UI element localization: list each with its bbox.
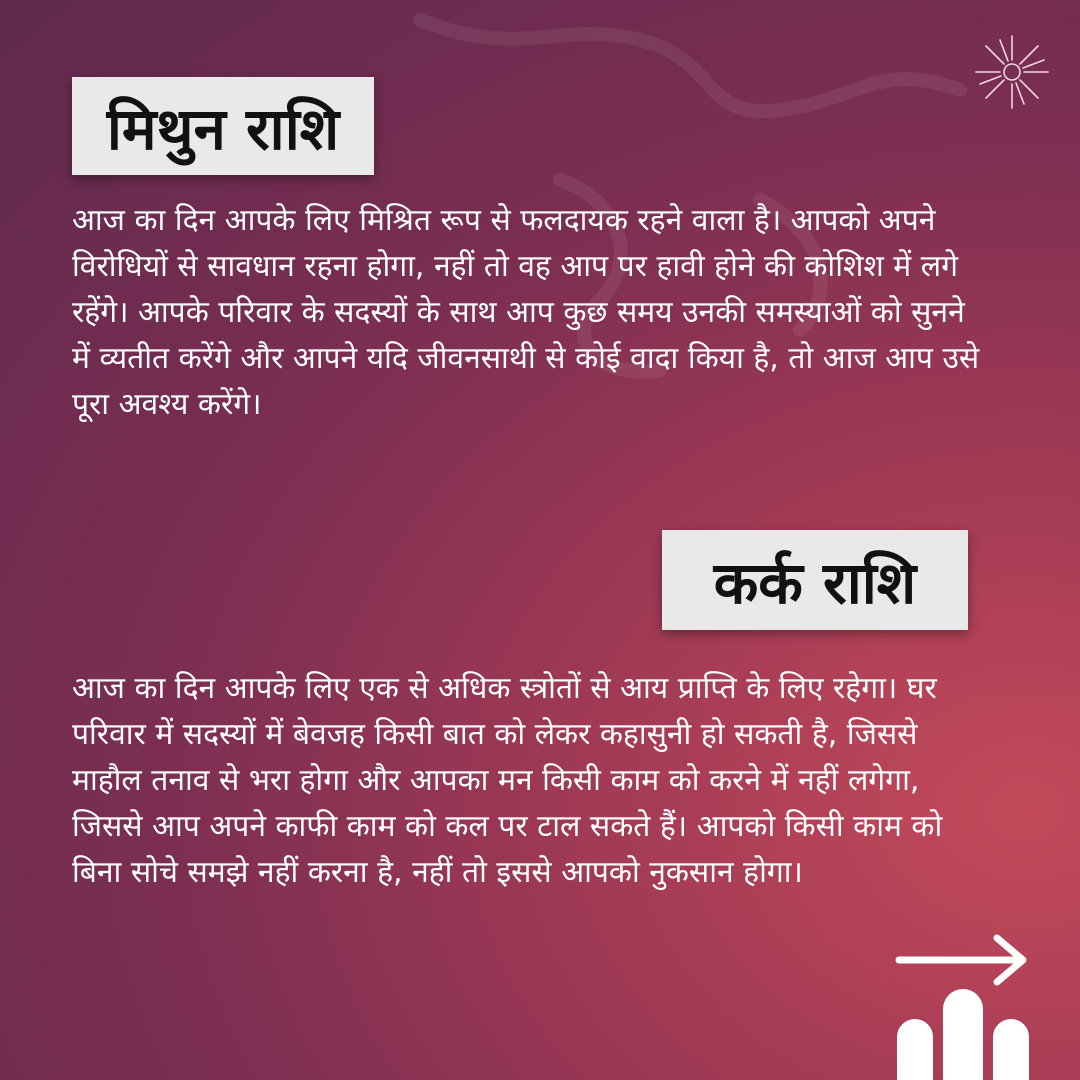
arrow-right-icon[interactable] (893, 930, 1033, 990)
section-title-mithun (72, 77, 374, 175)
section-title-label: मिथुन राशि (106, 94, 340, 163)
section-title-label: कर्क राशि (713, 548, 917, 617)
section-text-kark: आज का दिन आपके लिए एक से अधिक स्त्रोतों से आय प्राप्ति के लिए रहेगा। घर परिवार में सदस्यों में बेवजह किसी बात को लेकर कहासुनी हो सकती है, जिससे माहौल तनाव से भरा होगा और आपका मन किसी काम को करने में नहीं लगेगा, जिससे आप अपने काफी काम को कल पर टाल सकते हैं। आपको किसी काम को बिना सोचे समझे नहीं करना है, नहीं तो इससे आपको नुकसान होगा। (72, 671, 943, 890)
sun-icon (970, 30, 1054, 114)
section-text-mithun: आज का दिन आपके लिए मिश्रित रूप से फलदायक रहने वाला है। आपको अपने विरोधियों से सावधान रहना होगा, नहीं तो वह आप पर हावी होने की कोशिश में लगे रहेंगे। आपके परिवार के सदस्यों के साथ आप कुछ समय उनकी समस्याओं को सुनने में व्यतीत करेंगे और आपने यदि जीवनसाथी से कोई वादा किया है, तो आज आप उसे पूरा अवश्य करेंगे। (72, 203, 980, 422)
arches-icon (893, 985, 1033, 1080)
section-title-kark (662, 530, 968, 630)
